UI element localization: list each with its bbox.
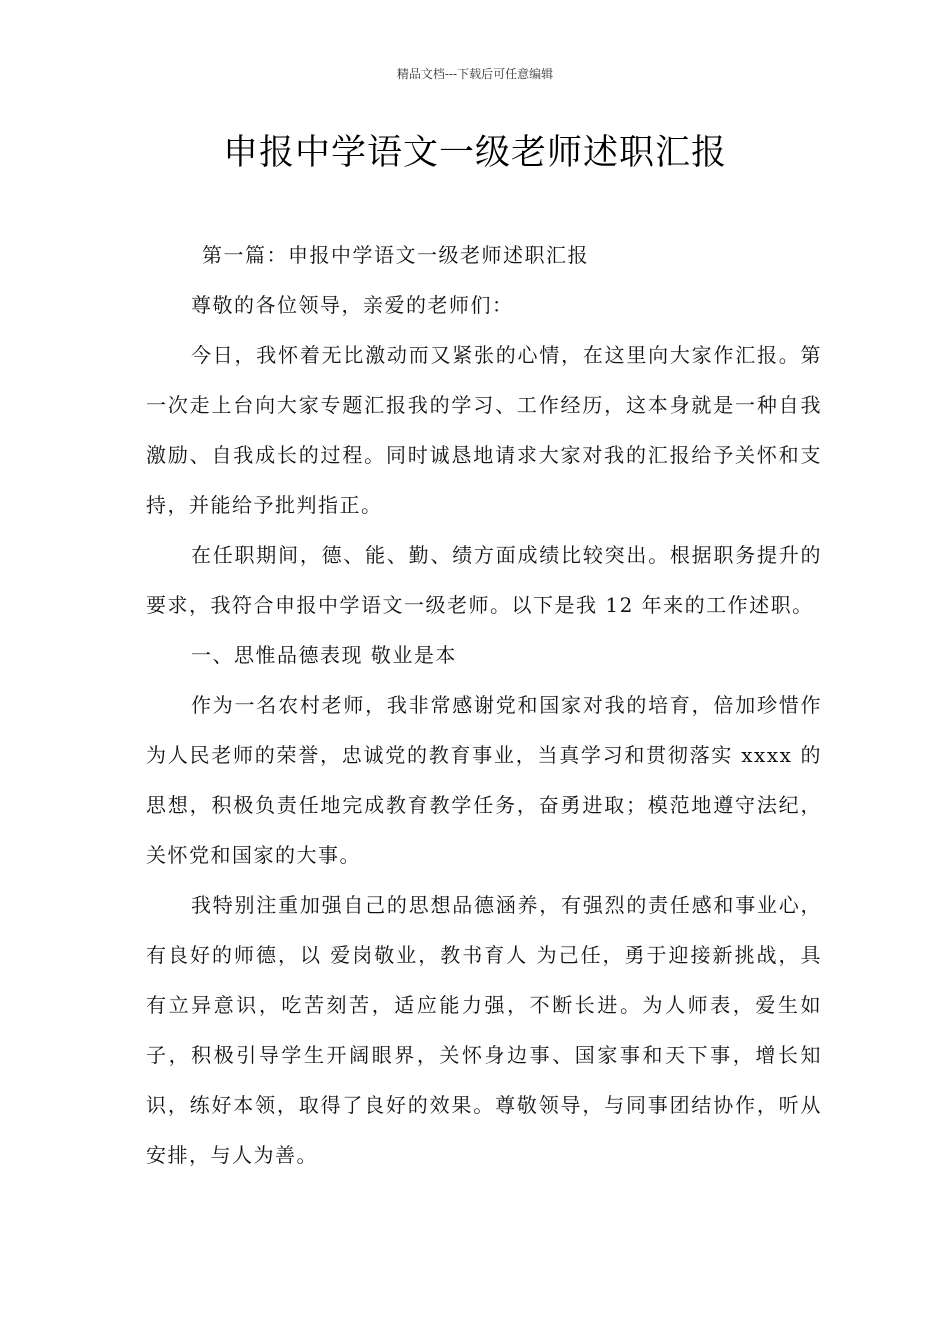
header-note: 精品文档---下载后可任意编辑 <box>396 67 554 81</box>
document-title: 申报中学语文一级老师述职汇报 <box>222 133 727 173</box>
paragraph-intro: 今日，我怀着无比激动而又紧张的心情，在这里向大家作汇报。第一次走上台向大家专题汇报我的学习、工作经历，这本身就是一种自我激励、自我成长的过程。同时诚恳地请求大家对我的汇报给予关怀和支持，并能给予批判指正。 <box>146 343 822 517</box>
document-body <box>146 230 822 1180</box>
paragraph-qualification: 在任职期间，德、能、勤、绩方面成绩比较突出。根据职务提升的要求，我符合申报中学语文一级老师。以下是我 12 年来的工作述职。 <box>146 543 822 617</box>
paragraph-rural-teacher: 作为一名农村老师，我非常感谢党和国家对我的培育，倍加珍惜作为人民老师的荣誉，忠诚党的教育事业，当真学习和贯彻落实 xxxx 的思想，积极负责任地完成教育教学任务，奋勇进取；模范地遵守法纪，关怀党和国家的大事。 <box>146 693 822 867</box>
section-heading: 第一篇：申报中学语文一级老师述职汇报 <box>202 243 589 267</box>
salutation: 尊敬的各位领导，亲爱的老师们： <box>191 293 514 317</box>
paragraph-self-cultivation: 我特别注重加强自己的思想品德涵养，有强烈的责任感和事业心，有良好的师德，以 爱岗敬业，教书育人 为己任，勇于迎接新挑战，具有立异意识，吃苦刻苦，适应能力强，不断长进。为人师表，爱生如子，积极引导学生开阔眼界，关怀身边事、国家事和天下事，增长知识，练好本领，取得了良好的效果。尊敬领导，与同事团结协作，听从安排，与人为善。 <box>146 893 822 1167</box>
subheading-morality: 一、思惟品德表现 敬业是本 <box>191 643 457 667</box>
